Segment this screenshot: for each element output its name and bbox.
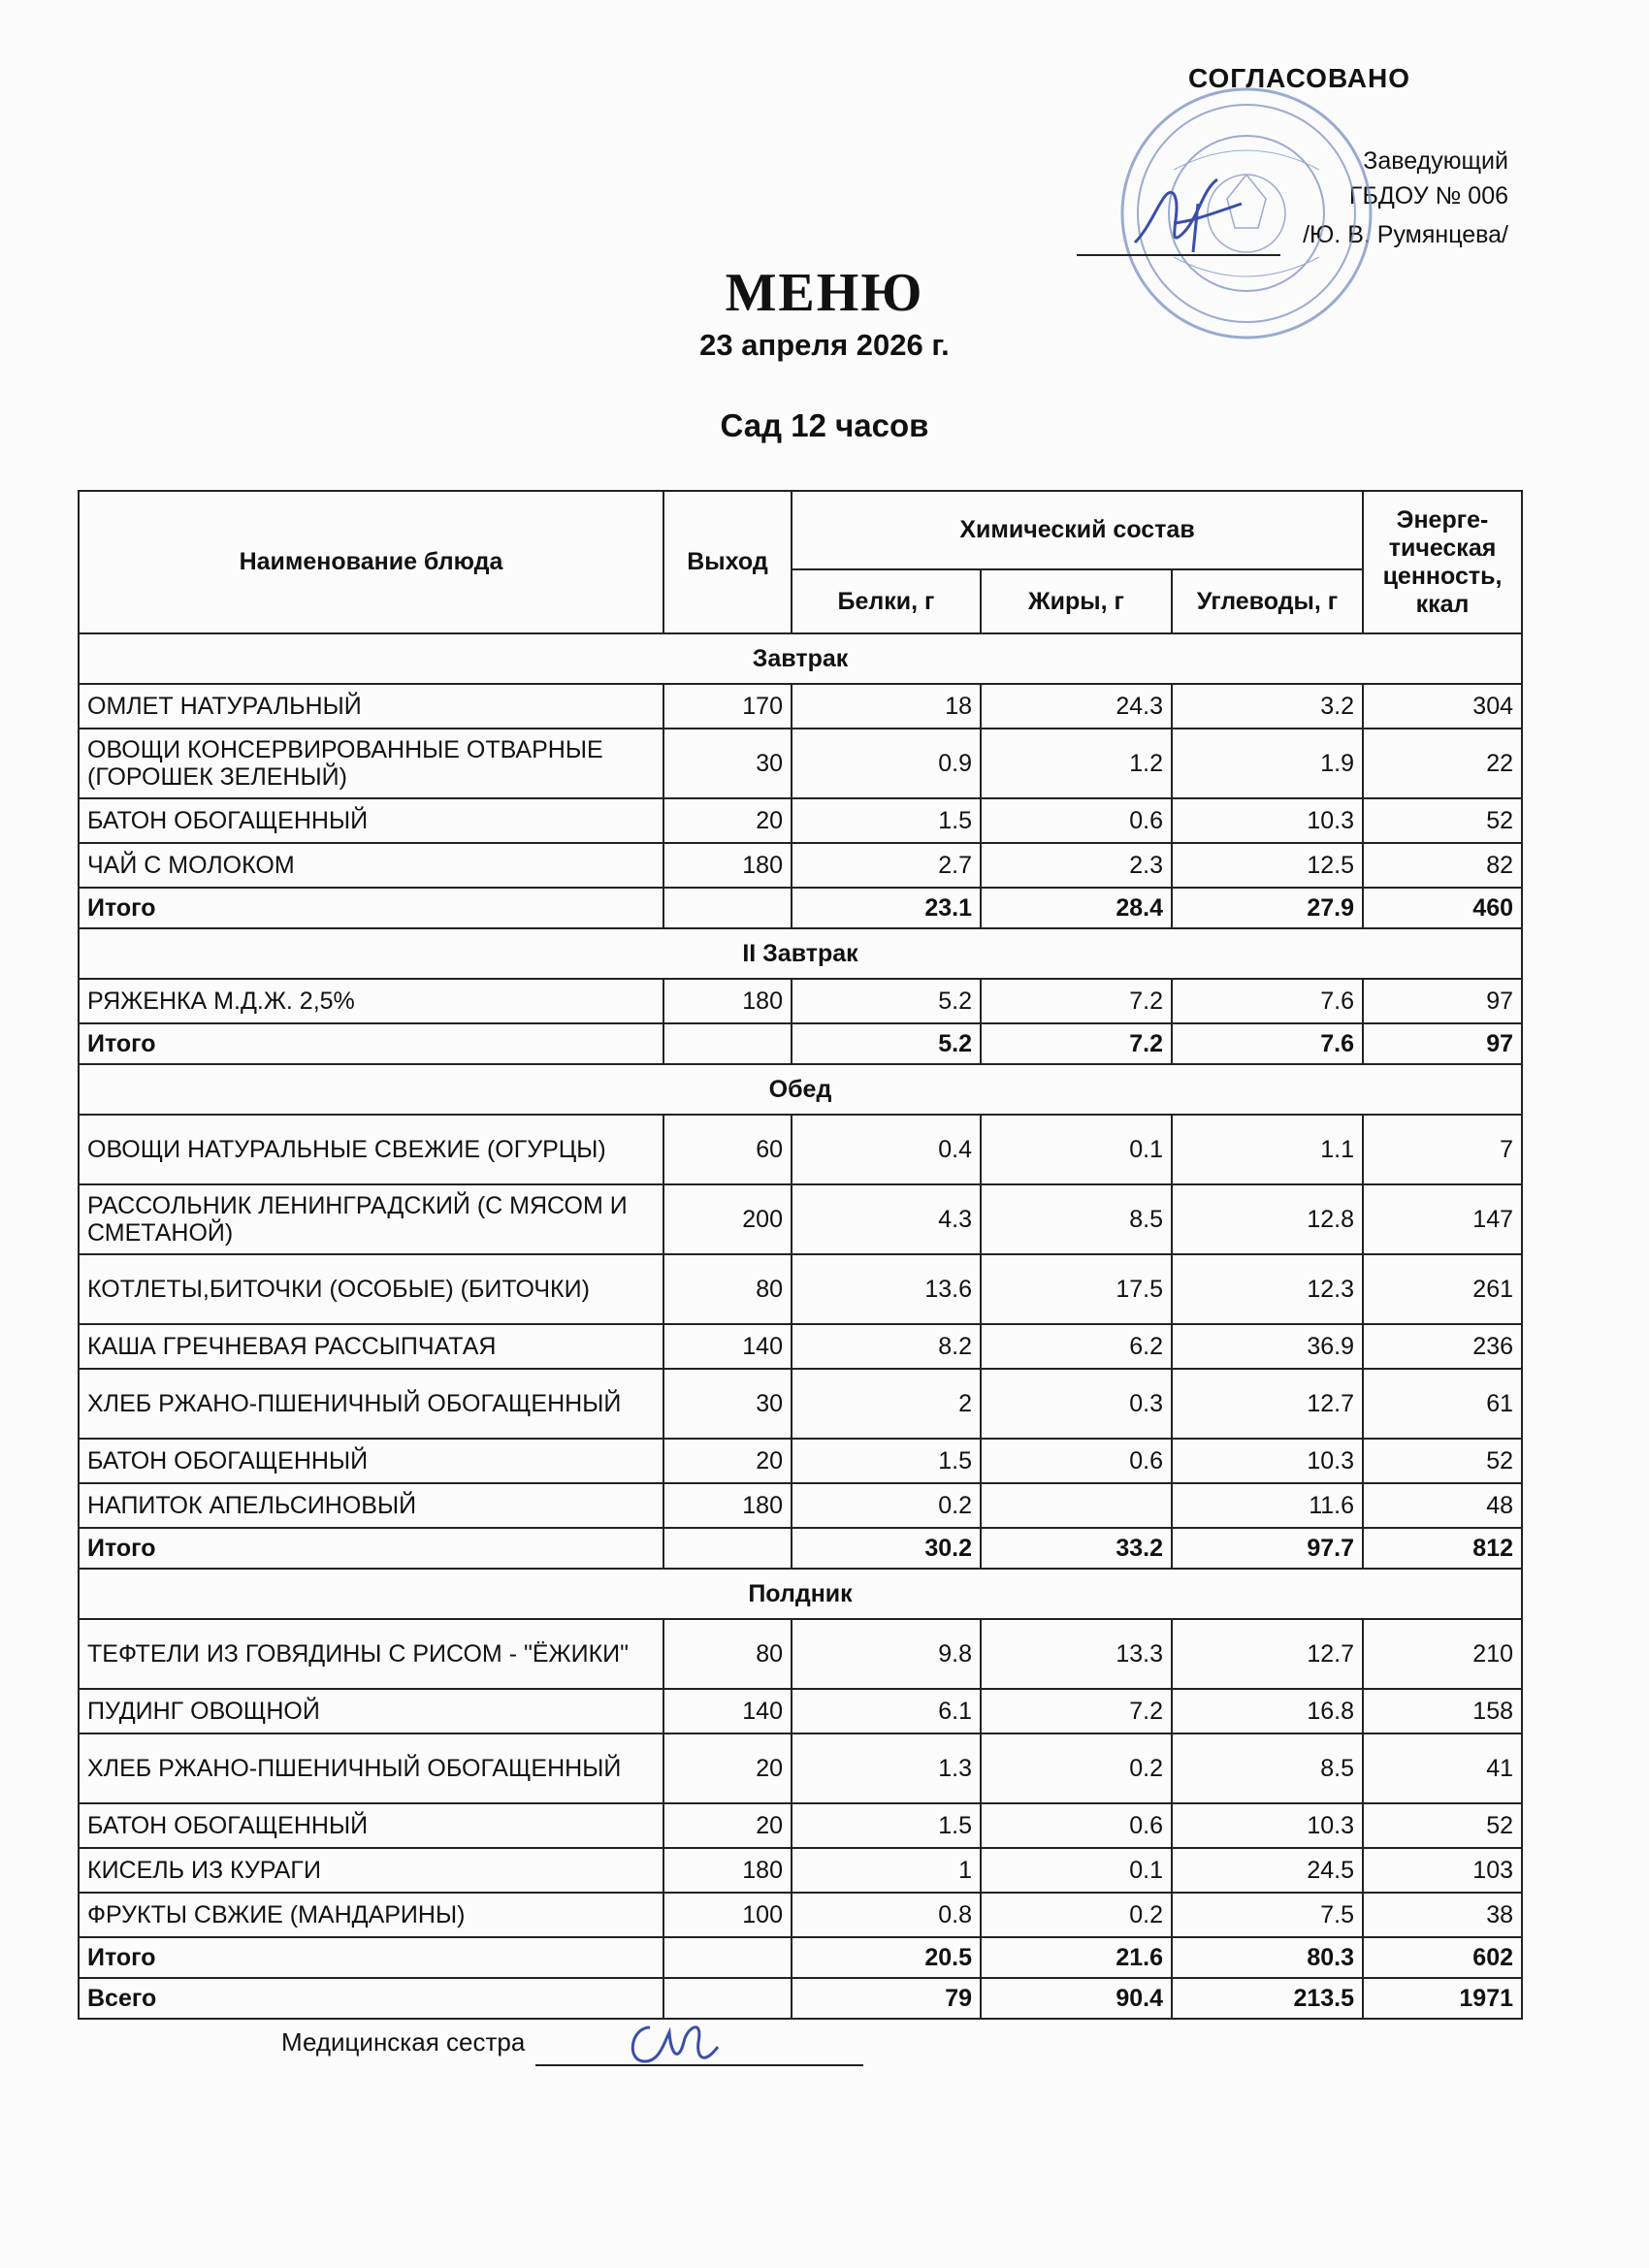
dish-name: ХЛЕБ РЖАНО-ПШЕНИЧНЫЙ ОБОГАЩЕННЫЙ	[79, 1369, 663, 1439]
dish-name: КИСЕЛЬ ИЗ КУРАГИ	[79, 1848, 663, 1893]
dish-name: ПУДИНГ ОВОЩНОЙ	[79, 1689, 663, 1733]
dish-protein: 0.8	[792, 1893, 981, 1937]
dish-yield: 80	[663, 1254, 792, 1324]
dish-protein: 5.2	[792, 979, 981, 1023]
header-name: Наименование блюда	[79, 491, 663, 633]
dish-carbs: 12.8	[1172, 1184, 1363, 1254]
grand-total-fat: 90.4	[981, 1978, 1172, 2019]
dish-fat: 0.6	[981, 1439, 1172, 1483]
dish-protein: 9.8	[792, 1619, 981, 1689]
dish-name: КОТЛЕТЫ,БИТОЧКИ (ОСОБЫЕ) (БИТОЧКИ)	[79, 1254, 663, 1324]
dish-yield: 30	[663, 1369, 792, 1439]
dish-fat	[981, 1483, 1172, 1528]
dish-carbs: 10.3	[1172, 1803, 1363, 1848]
grand-total-label: Всего	[79, 1978, 663, 2019]
total-fat: 21.6	[981, 1937, 1172, 1978]
dish-fat: 0.6	[981, 1803, 1172, 1848]
dish-name: БАТОН ОБОГАЩЕННЫЙ	[79, 1803, 663, 1848]
header-chemical-composition: Химический состав	[792, 491, 1363, 569]
total-empty	[663, 1937, 792, 1978]
dish-carbs: 1.1	[1172, 1115, 1363, 1184]
dish-name: ЧАЙ С МОЛОКОМ	[79, 843, 663, 888]
total-carbs: 7.6	[1172, 1023, 1363, 1064]
dish-yield: 60	[663, 1115, 792, 1184]
table-row	[79, 1689, 1522, 1733]
dish-fat: 0.1	[981, 1848, 1172, 1893]
dish-name: КАША ГРЕЧНЕВАЯ РАССЫПЧАТАЯ	[79, 1324, 663, 1369]
dish-carbs: 7.5	[1172, 1893, 1363, 1937]
dish-kcal: 261	[1363, 1254, 1522, 1324]
dish-yield: 30	[663, 729, 792, 798]
section-title: Завтрак	[79, 633, 1522, 684]
header-yield: Выход	[663, 491, 792, 633]
dish-yield: 20	[663, 1803, 792, 1848]
dish-kcal: 236	[1363, 1324, 1522, 1369]
dish-yield: 200	[663, 1184, 792, 1254]
head-signature-line	[1077, 254, 1280, 256]
header-energy: Энерге-тическая ценность, ккал	[1363, 491, 1522, 633]
header-fat: Жиры, г	[981, 569, 1172, 633]
dish-kcal: 82	[1363, 843, 1522, 888]
total-carbs: 27.9	[1172, 888, 1363, 928]
approval-organization: ГБДОУ № 006	[1348, 182, 1508, 210]
dish-carbs: 16.8	[1172, 1689, 1363, 1733]
nurse-signature	[611, 1989, 728, 2076]
dish-carbs: 11.6	[1172, 1483, 1363, 1528]
dish-kcal: 61	[1363, 1369, 1522, 1439]
dish-protein: 0.9	[792, 729, 981, 798]
table-row	[79, 1733, 1522, 1803]
table-row	[79, 1483, 1522, 1528]
dish-yield: 20	[663, 1439, 792, 1483]
table-row	[79, 729, 1522, 798]
menu-date: 23 апреля 2026 г.	[699, 328, 950, 362]
dish-kcal: 97	[1363, 979, 1522, 1023]
dish-kcal: 103	[1363, 1848, 1522, 1893]
grand-total-row	[79, 1978, 1522, 2019]
nurse-label: Медицинская сестра	[281, 2027, 526, 2057]
total-fat: 33.2	[981, 1528, 1172, 1569]
dish-kcal: 210	[1363, 1619, 1522, 1689]
dish-name: БАТОН ОБОГАЩЕННЫЙ	[79, 1439, 663, 1483]
dish-protein: 2	[792, 1369, 981, 1439]
dish-name: БАТОН ОБОГАЩЕННЫЙ	[79, 798, 663, 843]
header-protein: Белки, г	[792, 569, 981, 633]
dish-fat: 24.3	[981, 684, 1172, 729]
dish-fat: 0.6	[981, 798, 1172, 843]
section-title: II Завтрак	[79, 928, 1522, 979]
section-row	[79, 928, 1522, 979]
dish-yield: 180	[663, 1483, 792, 1528]
dish-fat: 0.2	[981, 1893, 1172, 1937]
dish-fat: 13.3	[981, 1619, 1172, 1689]
dish-protein: 1.5	[792, 1803, 981, 1848]
dish-yield: 20	[663, 798, 792, 843]
approval-signatory: /Ю. В. Румянцева/	[1303, 221, 1508, 248]
dish-kcal: 38	[1363, 1893, 1522, 1937]
section-title: Полдник	[79, 1569, 1522, 1619]
grand-total-carbs: 213.5	[1172, 1978, 1363, 2019]
dish-kcal: 52	[1363, 1439, 1522, 1483]
total-row	[79, 1528, 1522, 1569]
total-empty	[663, 888, 792, 928]
dish-kcal: 7	[1363, 1115, 1522, 1184]
total-protein: 5.2	[792, 1023, 981, 1064]
table-row	[79, 1369, 1522, 1439]
dish-fat: 2.3	[981, 843, 1172, 888]
dish-kcal: 52	[1363, 1803, 1522, 1848]
dish-name: ОВОЩИ КОНСЕРВИРОВАННЫЕ ОТВАРНЫЕ (ГОРОШЕК ЗЕЛЕНЫЙ)	[79, 729, 663, 798]
dish-yield: 140	[663, 1689, 792, 1733]
dish-carbs: 1.9	[1172, 729, 1363, 798]
dish-protein: 6.1	[792, 1689, 981, 1733]
dish-name: ТЕФТЕЛИ ИЗ ГОВЯДИНЫ С РИСОМ - "ЁЖИКИ"	[79, 1619, 663, 1689]
dish-yield: 80	[663, 1619, 792, 1689]
dish-name: ХЛЕБ РЖАНО-ПШЕНИЧНЫЙ ОБОГАЩЕННЫЙ	[79, 1733, 663, 1803]
dish-kcal: 158	[1363, 1689, 1522, 1733]
dish-yield: 180	[663, 979, 792, 1023]
dish-fat: 7.2	[981, 979, 1172, 1023]
dish-yield: 140	[663, 1324, 792, 1369]
total-kcal: 460	[1363, 888, 1522, 928]
dish-name: ОМЛЕТ НАТУРАЛЬНЫЙ	[79, 684, 663, 729]
dish-fat: 8.5	[981, 1184, 1172, 1254]
dish-carbs: 10.3	[1172, 1439, 1363, 1483]
menu-table	[78, 490, 1523, 2020]
total-protein: 20.5	[792, 1937, 981, 1978]
table-row	[79, 979, 1522, 1023]
dish-carbs: 3.2	[1172, 684, 1363, 729]
section-row	[79, 1064, 1522, 1115]
dish-name: РЯЖЕНКА М.Д.Ж. 2,5%	[79, 979, 663, 1023]
total-kcal: 602	[1363, 1937, 1522, 1978]
dish-protein: 2.7	[792, 843, 981, 888]
dish-fat: 17.5	[981, 1254, 1172, 1324]
total-kcal: 97	[1363, 1023, 1522, 1064]
total-fat: 28.4	[981, 888, 1172, 928]
dish-carbs: 12.5	[1172, 843, 1363, 888]
header-carbs: Углеводы, г	[1172, 569, 1363, 633]
dish-carbs: 7.6	[1172, 979, 1363, 1023]
dish-yield: 20	[663, 1733, 792, 1803]
total-row	[79, 1937, 1522, 1978]
grand-total-kcal: 1971	[1363, 1978, 1522, 2019]
page-title: МЕНЮ	[725, 263, 924, 323]
dish-carbs: 36.9	[1172, 1324, 1363, 1369]
dish-protein: 18	[792, 684, 981, 729]
dish-name: РАССОЛЬНИК ЛЕНИНГРАДСКИЙ (С МЯСОМ И СМЕТАНОЙ)	[79, 1184, 663, 1254]
table-row	[79, 1619, 1522, 1689]
dish-name: ФРУКТЫ СВЖИЕ (МАНДАРИНЫ)	[79, 1893, 663, 1937]
total-protein: 30.2	[792, 1528, 981, 1569]
dish-protein: 4.3	[792, 1184, 981, 1254]
dish-kcal: 304	[1363, 684, 1522, 729]
dish-kcal: 41	[1363, 1733, 1522, 1803]
total-carbs: 97.7	[1172, 1528, 1363, 1569]
dish-carbs: 12.7	[1172, 1619, 1363, 1689]
dish-fat: 6.2	[981, 1324, 1172, 1369]
section-row	[79, 633, 1522, 684]
dish-carbs: 12.3	[1172, 1254, 1363, 1324]
dish-kcal: 22	[1363, 729, 1522, 798]
grand-total-protein: 79	[792, 1978, 981, 2019]
dish-fat: 7.2	[981, 1689, 1172, 1733]
menu-table-body	[79, 633, 1522, 2019]
dish-fat: 0.2	[981, 1733, 1172, 1803]
dish-protein: 1.3	[792, 1733, 981, 1803]
total-label: Итого	[79, 1528, 663, 1569]
dish-protein: 13.6	[792, 1254, 981, 1324]
dish-protein: 0.4	[792, 1115, 981, 1184]
table-row	[79, 684, 1522, 729]
dish-yield: 170	[663, 684, 792, 729]
section-row	[79, 1569, 1522, 1619]
dish-yield: 180	[663, 1848, 792, 1893]
dish-protein: 0.2	[792, 1483, 981, 1528]
dish-fat: 0.3	[981, 1369, 1172, 1439]
dish-yield: 180	[663, 843, 792, 888]
approval-position: Заведующий	[1363, 147, 1508, 175]
dish-fat: 0.1	[981, 1115, 1172, 1184]
table-row	[79, 843, 1522, 888]
table-row	[79, 1893, 1522, 1937]
table-row	[79, 798, 1522, 843]
table-row	[79, 1439, 1522, 1483]
approval-title: СОГЛАСОВАНО	[1188, 63, 1410, 93]
table-row	[79, 1803, 1522, 1848]
dish-protein: 1.5	[792, 1439, 981, 1483]
dish-carbs: 10.3	[1172, 798, 1363, 843]
total-carbs: 80.3	[1172, 1937, 1363, 1978]
dish-carbs: 8.5	[1172, 1733, 1363, 1803]
dish-kcal: 147	[1363, 1184, 1522, 1254]
table-row	[79, 1115, 1522, 1184]
table-row	[79, 1254, 1522, 1324]
total-label: Итого	[79, 888, 663, 928]
dish-carbs: 24.5	[1172, 1848, 1363, 1893]
total-protein: 23.1	[792, 888, 981, 928]
total-kcal: 812	[1363, 1528, 1522, 1569]
total-fat: 7.2	[981, 1023, 1172, 1064]
dish-name: ОВОЩИ НАТУРАЛЬНЫЕ СВЕЖИЕ (ОГУРЦЫ)	[79, 1115, 663, 1184]
section-title: Обед	[79, 1064, 1522, 1115]
total-row	[79, 888, 1522, 928]
total-label: Итого	[79, 1937, 663, 1978]
table-row	[79, 1848, 1522, 1893]
dish-name: НАПИТОК АПЕЛЬСИНОВЫЙ	[79, 1483, 663, 1528]
table-row	[79, 1184, 1522, 1254]
dish-kcal: 52	[1363, 798, 1522, 843]
total-empty	[663, 1528, 792, 1569]
total-label: Итого	[79, 1023, 663, 1064]
dish-fat: 1.2	[981, 729, 1172, 798]
dish-protein: 1	[792, 1848, 981, 1893]
dish-yield: 100	[663, 1893, 792, 1937]
table-row	[79, 1324, 1522, 1369]
dish-carbs: 12.7	[1172, 1369, 1363, 1439]
dish-protein: 8.2	[792, 1324, 981, 1369]
menu-subtitle: Сад 12 часов	[720, 407, 929, 443]
dish-protein: 1.5	[792, 798, 981, 843]
total-row	[79, 1023, 1522, 1064]
dish-kcal: 48	[1363, 1483, 1522, 1528]
total-empty	[663, 1023, 792, 1064]
